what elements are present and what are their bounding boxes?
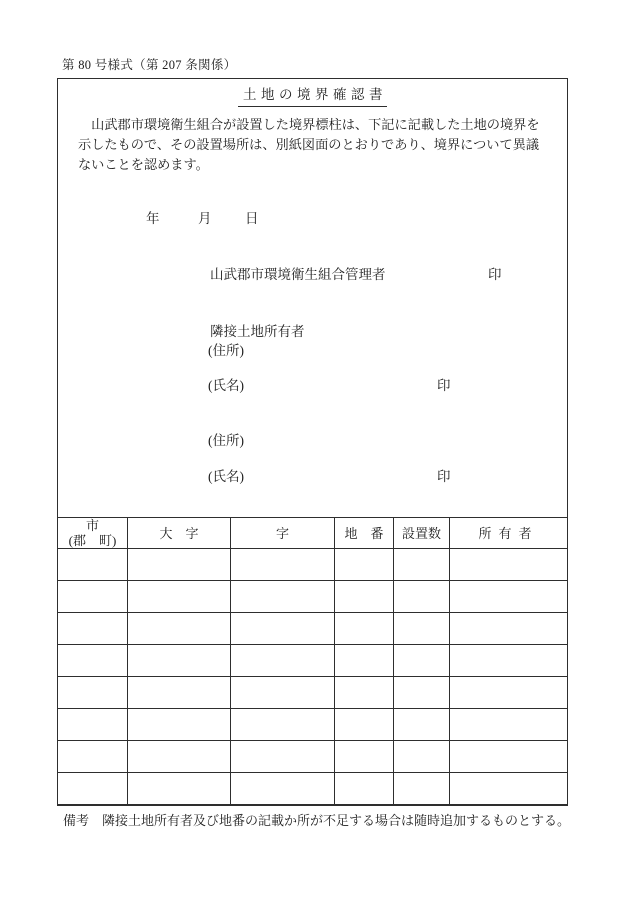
body-line: ないことを認めます。 — [78, 157, 209, 172]
name-label-2: (氏名) — [208, 469, 244, 484]
table-empty-cell — [335, 645, 394, 677]
name-seal-mark-1: 印 — [437, 378, 451, 393]
table-empty-cell — [128, 709, 231, 741]
address-label-2: (住所) — [208, 433, 244, 448]
body-paragraph — [78, 115, 540, 175]
table-empty-cell — [128, 549, 231, 581]
date-month-label: 月 — [198, 211, 212, 226]
table-empty-cell — [58, 773, 128, 805]
table-empty-cell — [231, 613, 335, 645]
boundary-table — [57, 517, 568, 805]
table-empty-cell — [128, 773, 231, 805]
table-empty-cell — [450, 645, 568, 677]
table-empty-cell — [335, 677, 394, 709]
table-empty-cell — [450, 741, 568, 773]
header-city-line1: 市 — [85, 518, 99, 533]
table-empty-cell — [394, 581, 450, 613]
table-empty-cell — [450, 773, 568, 805]
table-empty-cell — [335, 709, 394, 741]
table-empty-row — [58, 581, 568, 613]
table-empty-cell — [394, 549, 450, 581]
table-empty-cell — [394, 645, 450, 677]
table-empty-cell — [58, 741, 128, 773]
header-oaza: 大 字 — [128, 518, 231, 549]
table-empty-row — [58, 677, 568, 709]
table-empty-cell — [335, 741, 394, 773]
table-empty-cell — [450, 549, 568, 581]
table-empty-cell — [450, 677, 568, 709]
table-empty-cell — [394, 613, 450, 645]
table-empty-cell — [128, 581, 231, 613]
table-empty-cell — [58, 581, 128, 613]
adjacent-owner-label: 隣接土地所有者 — [210, 324, 305, 339]
table-empty-row — [58, 709, 568, 741]
table-empty-cell — [335, 613, 394, 645]
table-empty-cell — [231, 741, 335, 773]
table-empty-cell — [231, 645, 335, 677]
remarks-note: 備考 隣接土地所有者及び地番の記載か所が不足する場合は随時追加するものとする。 — [63, 813, 571, 828]
date-year-label: 年 — [146, 211, 160, 226]
table-empty-cell — [450, 709, 568, 741]
header-owner: 所有者 — [450, 518, 568, 549]
table-empty-cell — [58, 613, 128, 645]
table-empty-row — [58, 773, 568, 805]
header-city — [58, 518, 128, 549]
manager-label: 山武郡市環境衛生組合管理者 — [210, 267, 386, 282]
table-empty-cell — [128, 645, 231, 677]
table-empty-cell — [450, 613, 568, 645]
table-empty-cell — [335, 549, 394, 581]
table-empty-cell — [128, 613, 231, 645]
table-empty-cell — [231, 677, 335, 709]
address-label-1: (住所) — [208, 343, 244, 358]
manager-seal-mark: 印 — [488, 267, 502, 282]
document-title: 土地の境界確認書 — [238, 83, 387, 107]
table-empty-cell — [58, 645, 128, 677]
table-empty-cell — [394, 677, 450, 709]
table-empty-cell — [394, 773, 450, 805]
table-empty-cell — [58, 549, 128, 581]
table-empty-cell — [231, 773, 335, 805]
table-empty-cell — [58, 709, 128, 741]
header-aza: 字 — [231, 518, 335, 549]
table-empty-cell — [58, 677, 128, 709]
table-header-row — [58, 518, 568, 549]
table-empty-row — [58, 741, 568, 773]
header-install-count: 設置数 — [394, 518, 450, 549]
table-empty-cell — [128, 741, 231, 773]
name-label-1: (氏名) — [208, 378, 244, 393]
table-empty-cell — [394, 709, 450, 741]
date-day-label: 日 — [245, 211, 259, 226]
table-empty-cell — [450, 581, 568, 613]
table-empty-cell — [394, 741, 450, 773]
table-empty-cell — [128, 677, 231, 709]
table-empty-cell — [231, 581, 335, 613]
table-empty-cell — [231, 709, 335, 741]
body-line: 示したもので、その設置場所は、別紙図面のとおりであり、境界について異議 — [78, 137, 540, 152]
header-city-line2: (郡 町) — [68, 533, 117, 548]
table-empty-row — [58, 613, 568, 645]
table-empty-row — [58, 645, 568, 677]
table-empty-cell — [335, 581, 394, 613]
table-empty-cell — [335, 773, 394, 805]
name-seal-mark-2: 印 — [437, 469, 451, 484]
header-lot-number: 地 番 — [335, 518, 394, 549]
form-number-line: 第 80 号様式（第 207 条関係） — [62, 58, 237, 72]
table-body — [58, 549, 568, 805]
table-empty-row — [58, 549, 568, 581]
table-empty-cell — [231, 549, 335, 581]
body-line: 山武郡市環境衛生組合が設置した境界標柱は、下記に記載した土地の境界を — [78, 117, 540, 132]
document-title-wrap — [57, 83, 568, 107]
